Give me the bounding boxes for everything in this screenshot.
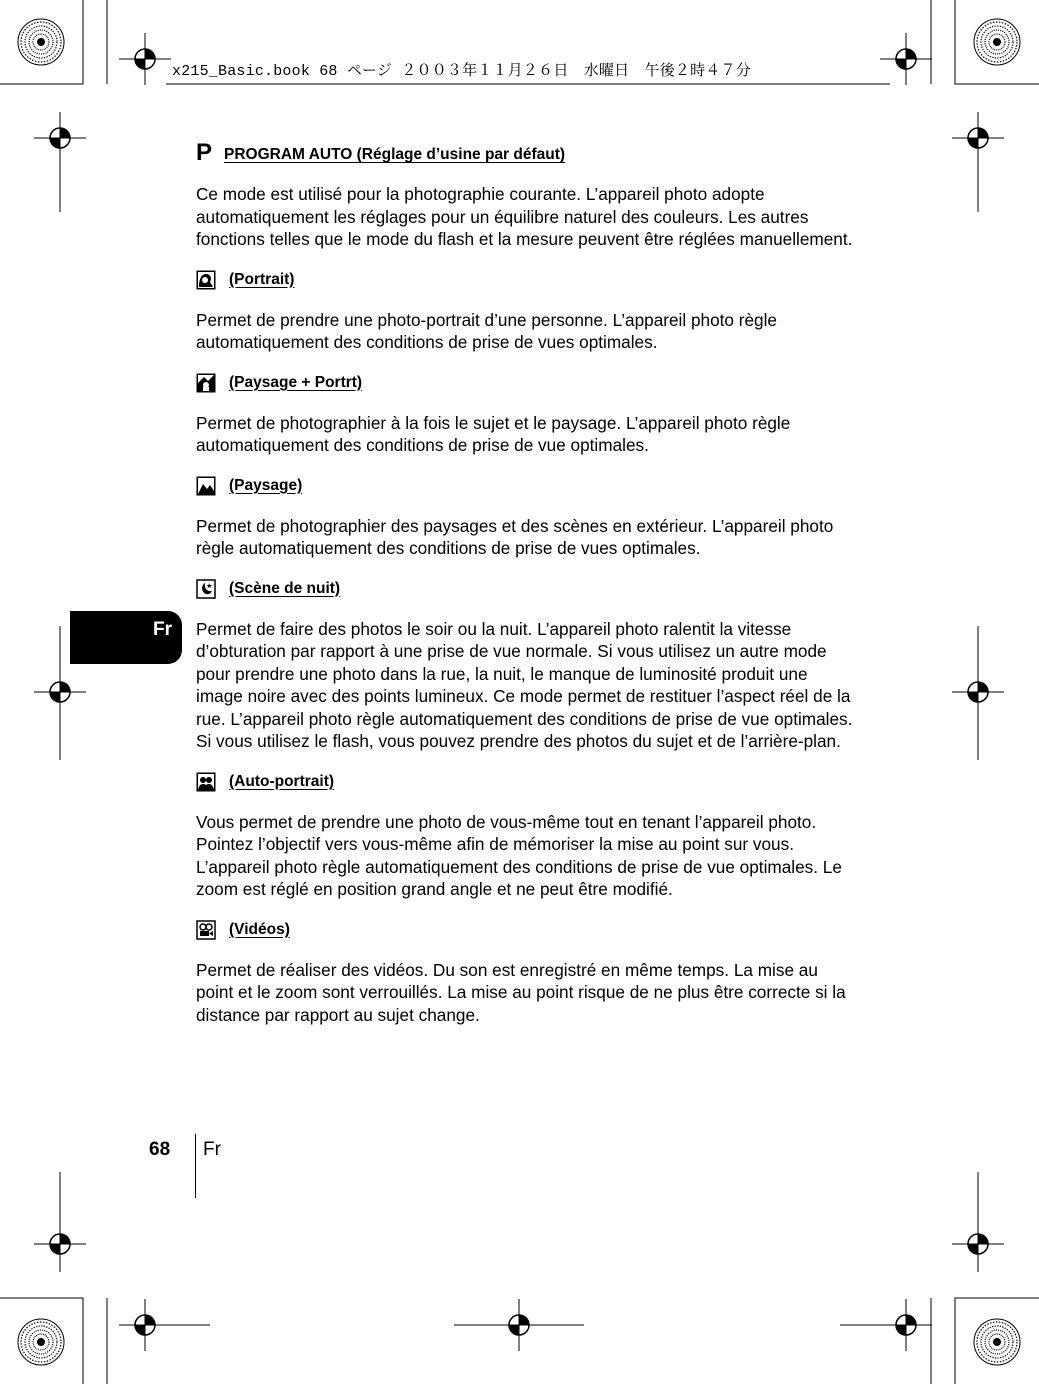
page-number: 68 <box>149 1139 171 1160</box>
section-body: Permet de faire des photos le soir ou la nuit. L’appareil photo ralentit la vitesse d’obturation par rapport à une prise de vue normale. Si vous utilisez un autre mode pour prendre une photo dans la rue, la nuit, le manque de luminosité produit une image noire avec des points lumineux. Ce mode permet de restituer l’aspect réel de la rue. L’appareil photo règle automatiquement des conditions de prise de vue optimales. Si vous utilisez le flash, vous pouvez prendre des photos du sujet et de l’arrière-plan. <box>196 618 853 751</box>
section-title: (Paysage) <box>229 476 303 494</box>
section-title: PROGRAM AUTO (Réglage d’usine par défaut) <box>224 146 566 163</box>
section-title: (Auto-portrait) <box>229 772 335 790</box>
section-body: Ce mode est utilisé pour la photographie courante. L’appareil photo adopte automatiquement les réglages pour un équilibre naturel des couleurs. Les autres fonctions telles que le mode du flash et la mesure peuvent être réglées manuellement. <box>196 184 853 249</box>
section-heading <box>196 265 856 295</box>
language-tab <box>70 611 182 664</box>
landscape-portrait-icon <box>196 373 216 393</box>
section-title: (Vidéos) <box>229 920 290 938</box>
book-header: x215_Basic.book 68 ページ ２００３年１１月２６日 水曜日 午後２時４７分 <box>172 63 751 80</box>
night-scene-icon <box>196 579 216 599</box>
section-title: (Scène de nuit) <box>229 579 341 597</box>
program-auto-icon: P <box>196 139 213 166</box>
section-title: (Portrait) <box>229 270 295 288</box>
section-body: Permet de réaliser des vidéos. Du son est enregistré en même temps. La mise au point et le zoom sont verrouillés. La mise au point risque de ne plus être correcte si la distance par rapport au sujet change. <box>196 959 846 1025</box>
section-body: Permet de prendre une photo-portrait d’une personne. L’appareil photo règle automatiquement des conditions de prise de vues optimales. <box>196 309 777 352</box>
section-heading <box>196 915 856 945</box>
page-content <box>196 138 856 1026</box>
section-heading <box>196 368 856 398</box>
section-title: (Paysage + Portrt) <box>229 373 363 391</box>
section-heading <box>196 574 856 604</box>
footer-language: Fr <box>203 1139 221 1160</box>
section-heading <box>196 471 856 501</box>
section-body: Permet de photographier des paysages et des scènes en extérieur. L’appareil photo règle automatiquement des conditions de prise de vues optimales. <box>196 515 834 558</box>
section-landscape <box>196 471 856 560</box>
section-body: Permet de photographier à la fois le sujet et le paysage. L’appareil photo règle automatiquement des conditions de prise de vue optimales. <box>196 412 791 455</box>
section-body: Vous permet de prendre une photo de vous-même tout en tenant l’appareil photo. Pointez l’objectif vers vous-même afin de mémoriser la mise au point sur vous. L’appareil photo règle automatiquement des conditions de prise de vue optimales. Le zoom est réglé en position grand angle et ne peut être modifié. <box>196 811 842 899</box>
section-night-scene <box>196 574 856 753</box>
movie-icon <box>196 920 216 940</box>
section-heading <box>196 767 856 797</box>
section-program-auto <box>196 138 856 251</box>
footer-divider <box>195 1134 196 1198</box>
self-portrait-icon <box>196 772 216 792</box>
section-heading <box>196 138 856 168</box>
language-tab-label: Fr <box>153 619 172 640</box>
section-movie <box>196 915 856 1027</box>
section-portrait <box>196 265 856 354</box>
section-landscape-portrait <box>196 368 856 457</box>
landscape-icon <box>196 476 216 496</box>
section-self-portrait <box>196 767 856 901</box>
portrait-icon <box>196 270 216 290</box>
